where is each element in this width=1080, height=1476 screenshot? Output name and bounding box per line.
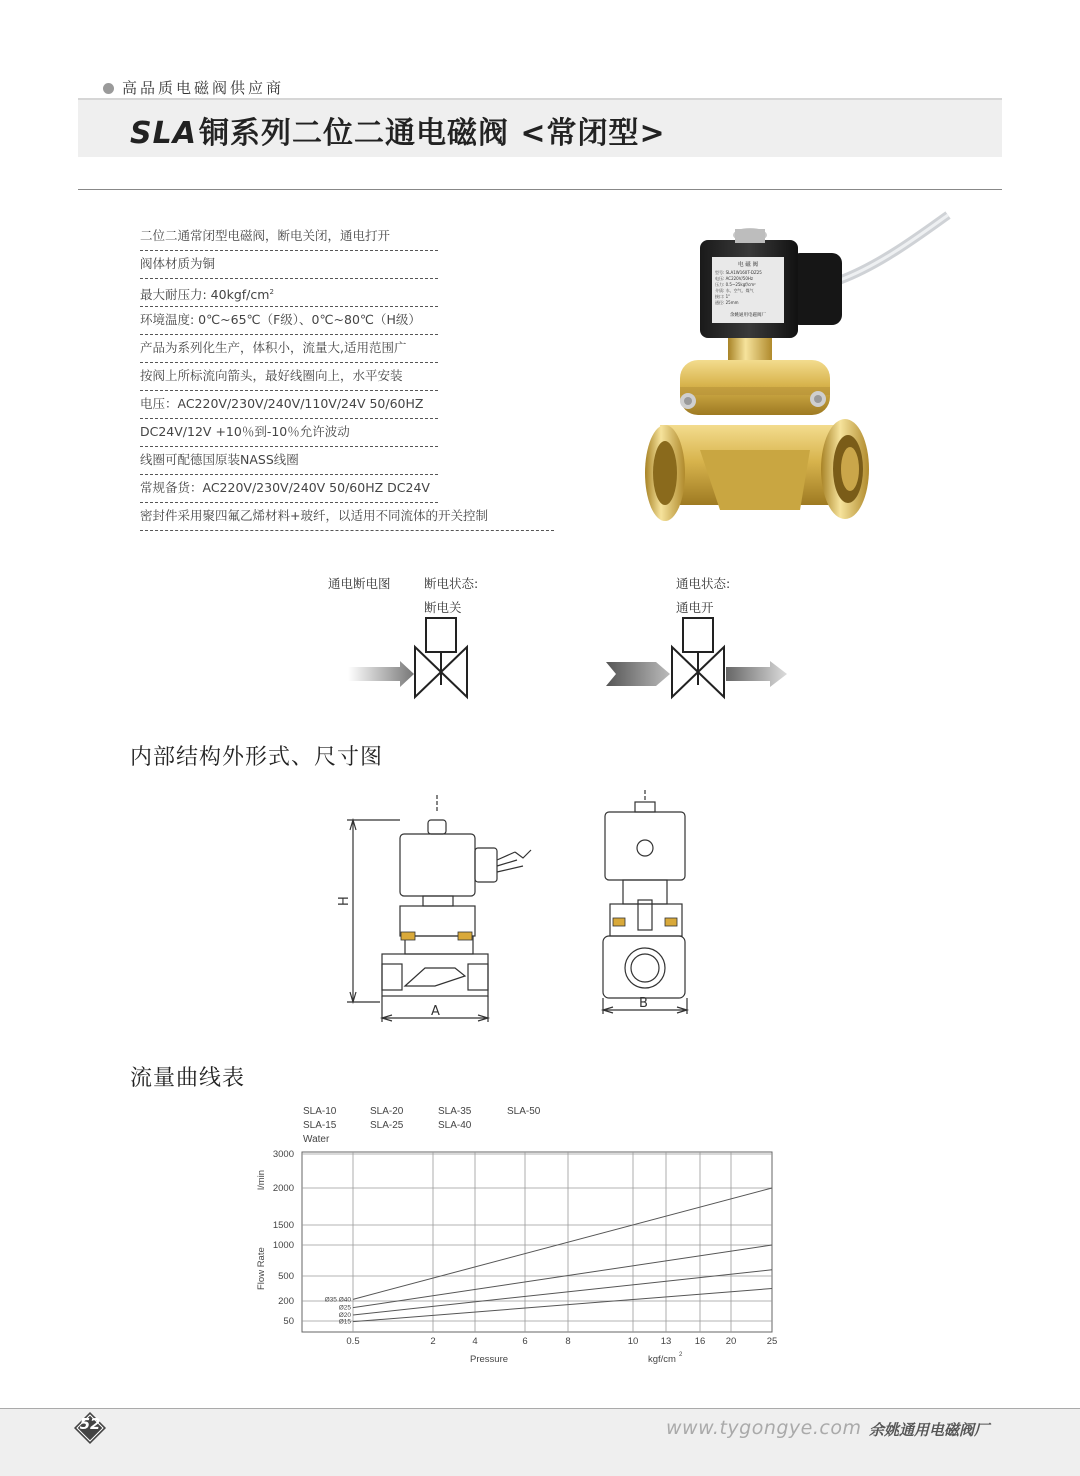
chart-y-label: Flow Rate: [256, 1247, 267, 1290]
chart-y-tick: 200: [278, 1296, 294, 1307]
chart-x-tick: 2: [430, 1336, 436, 1347]
legend-item: SLA-40: [438, 1120, 472, 1131]
chart-y-tick: 1000: [272, 1240, 294, 1251]
feature-item: 产品为系列化生产，体积小，流量大,适用范围广: [140, 335, 560, 363]
chart-x-tick: 25: [766, 1336, 778, 1347]
chart-x-tick: 10: [627, 1336, 639, 1347]
chart-y-tick: 1500: [272, 1220, 294, 1231]
chart-y-tick: 50: [283, 1316, 294, 1327]
chart-x-tick: 0.5: [346, 1336, 360, 1347]
chart-y-tick: 500: [278, 1271, 294, 1282]
chart-x-tick: 16: [694, 1336, 706, 1347]
footer-website: www.tygongye.com: [666, 1417, 862, 1439]
structure-section-title: 内部结构外形式、尺寸图: [130, 745, 384, 770]
closed-valve-symbol: [348, 618, 467, 697]
chart-series-label: Ø35 Ø40: [324, 1296, 351, 1304]
coil-label-bore: 通径: 25mm: [715, 300, 739, 305]
coil-label-port: 接口: 1": [715, 294, 731, 299]
coil-label-media: 介质: 水、空气、煤气: [715, 288, 754, 293]
feature-item: 线圈可配德国原装NASS线圈: [140, 447, 560, 475]
dim-h-label: H: [337, 896, 352, 906]
feature-item: 常规备货：AC220V/230V/240V 50/60HZ DC24V: [140, 475, 560, 503]
chart-series-label: Ø15: [338, 1318, 351, 1326]
chart-y-tick: 3000: [272, 1149, 294, 1160]
dim-b-label: B: [639, 996, 648, 1011]
off-state-title: 断电状态:: [424, 576, 479, 591]
feature-item: 密封件采用聚四氟乙烯材料+玻纤，以适用不同流体的开关控制: [140, 503, 560, 531]
solenoid-valve-photo: [640, 205, 960, 540]
title-text: 铜系列二位二通电磁阀 <常闭型>: [198, 116, 666, 151]
title-model: SLA: [130, 116, 197, 151]
bullet-dot-icon: [103, 83, 114, 94]
chart-x-tick-labels: [346, 1336, 777, 1347]
feature-item: DC24V/12V +10％到-10％允许波动: [140, 419, 560, 447]
chart-x-unit: kgf/cm: [648, 1354, 676, 1365]
chart-x-tick: 13: [660, 1336, 672, 1347]
flow-rate-chart: [250, 1145, 790, 1370]
feature-item: 二位二通常闭型电磁阀，断电关闭，通电打开: [140, 223, 560, 251]
state-diagram-title: 通电断电图: [328, 576, 391, 591]
on-state-value: 通电开: [676, 600, 714, 615]
open-valve-symbol: [606, 618, 787, 697]
chart-x-unit-superscript: 2: [679, 1352, 683, 1358]
chart-y-tick-labels: [273, 1149, 294, 1327]
off-state-value: 断电关: [424, 600, 462, 615]
feature-item: 电压：AC220V/230V/240V/110V/24V 50/60HZ: [140, 391, 560, 419]
on-state-title: 通电状态:: [676, 576, 731, 591]
coil-label-pressure: 压力: 0.5~25kgf/cm²: [715, 282, 756, 287]
flow-section-title: 流量曲线表: [130, 1066, 246, 1091]
legend-item: SLA-10: [303, 1106, 337, 1117]
dimension-drawing: [335, 790, 715, 1025]
chart-x-tick: 6: [522, 1336, 528, 1347]
header-divider: [78, 189, 1002, 190]
header-subtitle: 高品质电磁阀供应商: [122, 79, 285, 97]
chart-x-tick: 8: [565, 1336, 571, 1347]
coil-label-model: 型号: SLA1W160T-DZ25: [715, 270, 762, 275]
feature-text: 最大耐压力: 40kgf/cm: [140, 287, 270, 303]
chart-y-unit: l/min: [256, 1169, 267, 1190]
chart-series-label: Ø25: [338, 1304, 351, 1312]
coil-label-maker: 余姚通用电磁阀厂: [730, 313, 766, 318]
legend-item: SLA-15: [303, 1120, 337, 1131]
chart-x-tick: 20: [725, 1336, 737, 1347]
legend-item: Water: [303, 1134, 330, 1145]
legend-item: SLA-25: [370, 1120, 404, 1131]
chart-x-label: Pressure: [470, 1354, 509, 1365]
state-diagram: [340, 610, 800, 705]
feature-superscript: 2: [269, 288, 274, 296]
chart-x-tick: 4: [472, 1336, 478, 1347]
legend-item: SLA-35: [438, 1106, 472, 1117]
feature-list: [140, 223, 560, 531]
legend-item: SLA-50: [507, 1106, 541, 1117]
feature-item: 按阀上所标流向箭头，最好线圈向上，水平安装: [140, 363, 560, 391]
footer-company: 余姚通用电磁阀厂: [869, 1421, 990, 1439]
coil-label-title: 电 磁 阀: [738, 262, 758, 268]
chart-series-label: Ø20: [338, 1312, 351, 1319]
feature-item: 环境温度: 0℃~65℃（F级）、0℃~80℃（H级）: [140, 307, 560, 335]
chart-y-tick: 2000: [272, 1183, 294, 1194]
dim-a-label: A: [431, 1004, 440, 1019]
legend-item: SLA-20: [370, 1106, 404, 1117]
page-title: [130, 108, 666, 152]
feature-item: 阀体材质为铜: [140, 251, 560, 279]
feature-item: [140, 279, 560, 307]
page-number: 52: [79, 1415, 101, 1433]
coil-label-voltage: 电压: AC220V/50Hz: [715, 276, 753, 281]
